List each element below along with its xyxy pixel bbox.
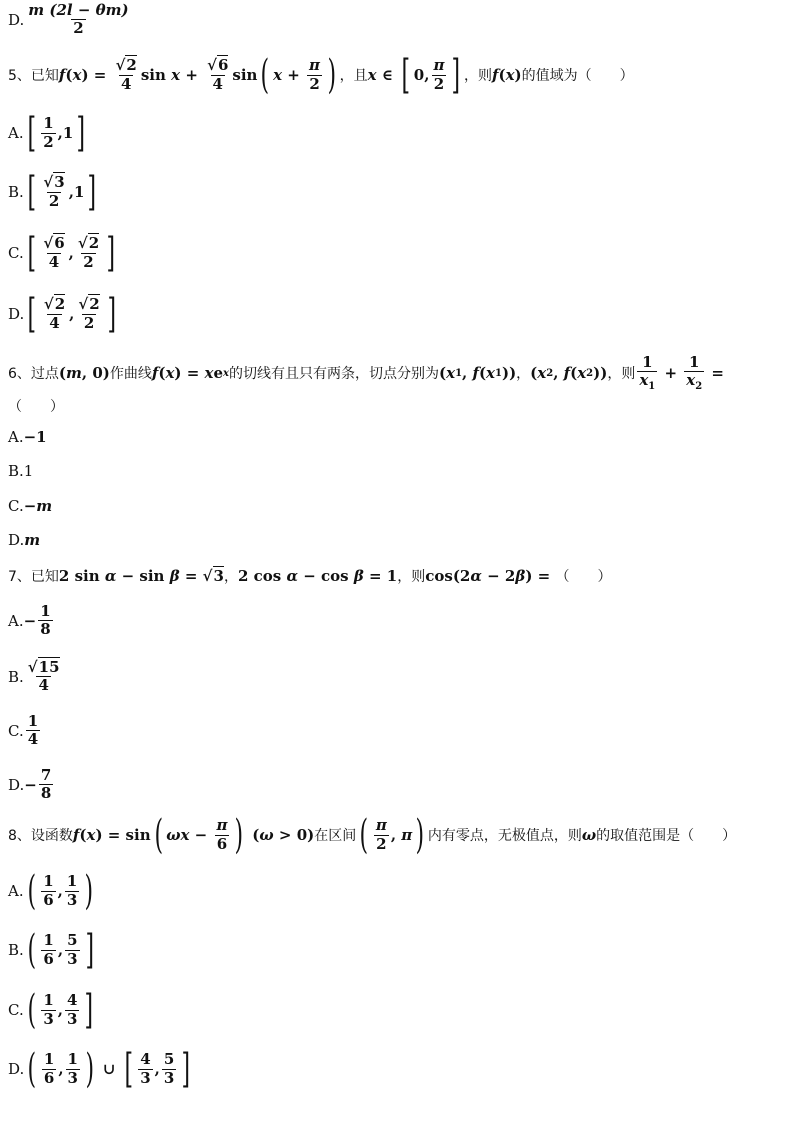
option-label: D. <box>8 531 25 549</box>
q6-option-a[interactable] <box>8 428 47 446</box>
q6-option-d[interactable] <box>8 531 40 549</box>
q8-option-c[interactable]: C. ( $\frac{1}{3}$ , $\frac{4}{3}$ ] <box>8 987 94 1033</box>
option-label: B. <box>8 941 24 959</box>
q4-option-d <box>8 2 133 38</box>
option-label: A. <box>8 428 24 446</box>
option-value: m <box>24 531 41 549</box>
option-label: C. <box>8 497 24 515</box>
option-label: A. <box>8 882 24 900</box>
q8-option-d[interactable]: D. ( $\frac{1}{6}$ , $\frac{1}{3}$ ) ∪ [ $\frac{4}{3}$ , $\frac{5}{3}$ ] <box>8 1046 191 1092</box>
q5-option-a[interactable]: A. [ $\frac{1}{2}$ , 1 ] <box>8 110 86 156</box>
q6-stem: 6、 过点 ( m , 0) 作曲线 f ( x ) = x e x 的切线有且只有两条，切点分别为 ( x 1 , f ( x 1 )) ， ( x 2 , f ( x 2 )) ，则 $\frac{1}{x_1}$ + $\frac{1}{x_2}$ = <box>8 353 724 393</box>
option-label: C. <box>8 244 24 262</box>
q6-stem-cont: （ ） <box>8 399 64 415</box>
q7-option-d[interactable]: D. − $\frac{7}{8}$ <box>8 766 52 803</box>
option-label: C. <box>8 1001 24 1019</box>
q7-option-a[interactable]: A. − $\frac{1}{8}$ <box>8 602 51 639</box>
option-label: D. <box>8 305 25 323</box>
option-label: D. <box>8 10 25 29</box>
option-label: D. <box>8 1060 25 1078</box>
q5-option-d[interactable]: D. [ $\frac{√2}{4}$ , $\frac{√2}{2}$ ] <box>8 291 116 337</box>
q5-option-b[interactable]: B. [ $\frac{√3}{2}$ , 1 ] <box>8 169 97 215</box>
option-label: D. <box>8 775 25 794</box>
q5-stem: 5、 已知 f ( x ) = $\frac{√2}{4}$ sin x + $\frac{√6}{4}$ sin ( x + $\frac{\pi}{2}$ ) ，且 x ∈ [ 0, $\frac{\pi}{2}$ ] ，则 f ( x ) 的值域为（ ） <box>8 52 634 98</box>
option-label: A. <box>8 124 24 142</box>
q6-option-b[interactable] <box>8 462 33 480</box>
q7-option-b[interactable]: B. $\frac{√15}{4}$ <box>8 658 60 695</box>
q6-option-c[interactable] <box>8 497 52 515</box>
option-label: B. <box>8 667 24 686</box>
q5-option-c[interactable]: C. [ $\frac{√6}{4}$ , $\frac{√2}{2}$ ] <box>8 230 116 276</box>
option-label: A. <box>8 611 24 630</box>
q8-option-b[interactable]: B. ( $\frac{1}{6}$ , $\frac{5}{3}$ ] <box>8 927 94 973</box>
option-label: B. <box>8 183 24 201</box>
option-value: 1 <box>23 462 34 480</box>
q7-stem: 7、 已知 2 sin α − sin β = √3 ， 2 cos α − cos β = 1 ，则 cos(2 α − 2 β ) = （ ） <box>8 567 612 585</box>
option-value: −m <box>23 497 53 515</box>
q8-option-a[interactable]: A. ( $\frac{1}{6}$ , $\frac{1}{3}$ ) <box>8 868 94 914</box>
option-value: −1 <box>23 428 47 446</box>
option-label: B. <box>8 462 24 480</box>
option-label: C. <box>8 721 24 740</box>
q7-option-c[interactable]: C. $\frac{1}{4}$ <box>8 712 39 749</box>
q8-stem: 8、 设函数 f ( x ) = sin ( ωx − $\frac{\pi}{6}$ ) ( ω > 0) 在区间 ( $\frac{\pi}{2}$ , π ) 内有零点，无极值点，则 ω 的取值范围是（ ） <box>8 812 737 858</box>
fraction: $\frac{m (2l - \theta m)}{2}$ <box>28 1 129 38</box>
